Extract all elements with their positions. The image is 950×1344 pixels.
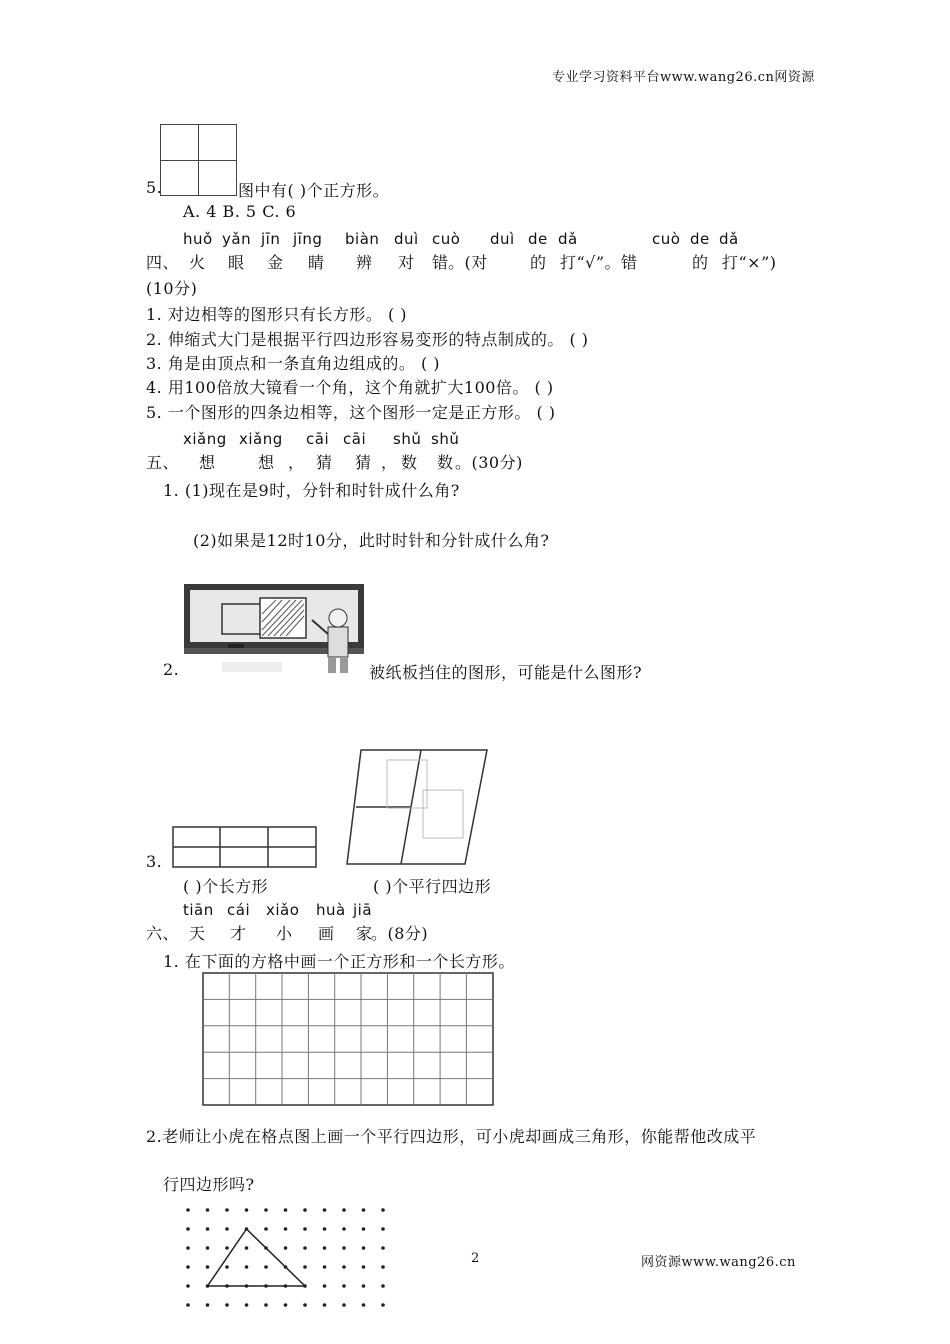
grid-dot	[303, 1303, 307, 1307]
heading-char: 。(对	[448, 253, 488, 272]
heading-char: 小	[276, 924, 293, 943]
grid-dot	[381, 1246, 385, 1250]
heading-char: 火	[189, 253, 206, 272]
pinyin: cái	[227, 901, 251, 919]
grid-dot	[206, 1303, 210, 1307]
pinyin: shǔ	[393, 430, 422, 448]
grid-dot	[323, 1227, 327, 1231]
triangle-shape	[208, 1229, 306, 1286]
grid-dot	[342, 1227, 346, 1231]
grid-dot	[225, 1227, 229, 1231]
grid-dot	[362, 1284, 366, 1288]
grid-dot	[186, 1227, 190, 1231]
grid-dot	[225, 1303, 229, 1307]
grid-dot	[206, 1246, 210, 1250]
grid-dot	[303, 1227, 307, 1231]
heading-char: 打“√”。错	[560, 253, 638, 272]
q5-3-number: 3.	[146, 852, 163, 871]
grid-dot	[323, 1208, 327, 1212]
grid-dot	[225, 1208, 229, 1212]
grid-dot	[303, 1246, 307, 1250]
pinyin: cuò	[652, 230, 681, 248]
pinyin: xiǎo	[266, 901, 300, 919]
q5-options: A. 4 B. 5 C. 6	[183, 202, 297, 221]
grid-dot	[206, 1265, 210, 1269]
grid-dot	[323, 1303, 327, 1307]
grid-dot	[381, 1227, 385, 1231]
heading-char: 。(8分)	[371, 924, 429, 943]
heading-char: 打“×”)	[722, 253, 777, 272]
grid-dot	[342, 1284, 346, 1288]
parallelogram-count-blank: ( )个平行四边形	[373, 877, 492, 896]
grid-dot	[245, 1246, 249, 1250]
dot-grid-with-triangle[interactable]	[183, 1204, 405, 1316]
heading-char: 想	[258, 453, 275, 472]
heading-char: 六、	[146, 924, 180, 943]
grid-dot	[225, 1265, 229, 1269]
grid-dot	[284, 1303, 288, 1307]
heading-char: 四、	[146, 253, 180, 272]
grid-dot	[303, 1208, 307, 1212]
grid-dot	[264, 1227, 268, 1231]
heading-char: ，	[288, 453, 305, 472]
grid-dot	[264, 1303, 268, 1307]
grid-dot	[284, 1246, 288, 1250]
pinyin: xiǎng	[239, 430, 283, 448]
heading-char: 数	[437, 453, 454, 472]
section4-score: (10分)	[146, 279, 198, 298]
heading-char: 家	[356, 924, 373, 943]
drawing-grid[interactable]	[202, 972, 494, 1106]
heading-char: ，	[381, 453, 398, 472]
pinyin: duì	[490, 230, 515, 248]
judge-item-3: 3. 角是由顶点和一条直角边组成的。 ( )	[146, 354, 441, 373]
heading-char: 。(30分)	[455, 453, 523, 472]
pinyin: xiǎng	[183, 430, 227, 448]
heading-char: 辨	[356, 253, 373, 272]
judge-item-4: 4. 用100倍放大镜看一个角，这个角就扩大100倍。 ( )	[146, 378, 554, 397]
heading-char: 金	[267, 253, 284, 272]
grid-dot	[284, 1227, 288, 1231]
q6-2-line2: 行四边形吗?	[163, 1175, 255, 1194]
heading-char: 才	[230, 924, 247, 943]
grid-dot	[206, 1227, 210, 1231]
grid-dot	[284, 1208, 288, 1212]
heading-char: 数	[401, 453, 418, 472]
parallelogram-figure	[345, 744, 491, 870]
pinyin: huà	[316, 901, 346, 919]
pinyin: cuò	[432, 230, 461, 248]
grid-dot	[245, 1265, 249, 1269]
grid-dot	[245, 1208, 249, 1212]
judge-item-5: 5. 一个图形的四条边相等，这个图形一定是正方形。 ( )	[146, 403, 556, 422]
judge-item-1: 1. 对边相等的图形只有长方形。 ( )	[146, 305, 408, 324]
grid-dot	[186, 1284, 190, 1288]
pinyin: jīn	[261, 230, 281, 248]
grid-dot	[342, 1208, 346, 1212]
judge-item-2: 2. 伸缩式大门是根据平行四边形容易变形的特点制成的。 ( )	[146, 330, 589, 349]
pinyin: dǎ	[558, 230, 578, 248]
page-number: 2	[471, 1251, 480, 1266]
grid-dot	[362, 1208, 366, 1212]
pinyin: dǎ	[719, 230, 739, 248]
grid-dot	[362, 1303, 366, 1307]
pinyin: huǒ	[183, 230, 213, 248]
pinyin: cāi	[306, 430, 330, 448]
q5-1a: 1. (1)现在是9时，分针和时针成什么角?	[163, 481, 460, 500]
q6-1-text: 1. 在下面的方格中画一个正方形和一个长方形。	[163, 952, 515, 971]
grid-dot	[381, 1284, 385, 1288]
header-platform: 专业学习资料平台www.wang26.cn网资源	[552, 70, 815, 85]
grid-dot	[381, 1208, 385, 1212]
heading-char: 想	[199, 453, 216, 472]
q6-2-line1: 2.老师让小虎在格点图上画一个平行四边形，可小虎却画成三角形，你能帮他改成平	[146, 1127, 757, 1146]
pinyin: jiā	[353, 901, 373, 919]
heading-char: 睛	[308, 253, 325, 272]
grid-dot	[381, 1265, 385, 1269]
grid-dot	[362, 1246, 366, 1250]
grid-dot	[362, 1227, 366, 1231]
q5-number: 5.	[146, 178, 163, 197]
grid-dot	[323, 1246, 327, 1250]
heading-char: 的	[530, 253, 547, 272]
grid-dot	[264, 1265, 268, 1269]
grid-dot	[245, 1303, 249, 1307]
grid-dot	[323, 1284, 327, 1288]
grid-dot	[303, 1265, 307, 1269]
grid-dot	[186, 1246, 190, 1250]
pinyin: duì	[394, 230, 419, 248]
rectangle-grid-figure	[172, 826, 318, 868]
grid-dot	[342, 1303, 346, 1307]
heading-char: 眼	[228, 253, 245, 272]
pinyin: biàn	[345, 230, 380, 248]
q5-2-text: 被纸板挡住的图形，可能是什么图形?	[369, 663, 643, 682]
grid-dot	[342, 1246, 346, 1250]
heading-char: 五、	[146, 453, 180, 472]
heading-char: 猜	[355, 453, 372, 472]
grid-dot	[186, 1208, 190, 1212]
heading-char: 天	[189, 924, 206, 943]
pinyin: yǎn	[222, 230, 252, 248]
pinyin: tiān	[183, 901, 214, 919]
four-squares-figure	[160, 124, 237, 196]
grid-dot	[264, 1208, 268, 1212]
grid-dot	[225, 1246, 229, 1250]
grid-dot	[206, 1208, 210, 1212]
grid-dot	[186, 1303, 190, 1307]
grid-dot	[381, 1303, 385, 1307]
heading-char: 画	[318, 924, 335, 943]
pinyin: de	[528, 230, 548, 248]
heading-char: 错	[432, 253, 449, 272]
q5-2-number: 2.	[163, 660, 180, 679]
q5-text: 图中有( )个正方形。	[238, 181, 390, 200]
pinyin: shǔ	[431, 430, 460, 448]
blackboard-illustration	[182, 572, 366, 678]
pinyin: cāi	[343, 430, 367, 448]
pinyin: de	[690, 230, 710, 248]
grid-dot	[362, 1265, 366, 1269]
heading-char: 对	[398, 253, 415, 272]
heading-char: 猜	[316, 453, 333, 472]
q5-1b: (2)如果是12时10分，此时时针和分针成什么角?	[193, 531, 550, 550]
heading-char: 的	[692, 253, 709, 272]
grid-dot	[342, 1265, 346, 1269]
rectangle-count-blank: ( )个长方形	[183, 877, 269, 896]
grid-dot	[323, 1265, 327, 1269]
grid-dot	[186, 1265, 190, 1269]
pinyin: jīng	[293, 230, 323, 248]
footer-site: 网资源www.wang26.cn	[641, 1255, 796, 1270]
